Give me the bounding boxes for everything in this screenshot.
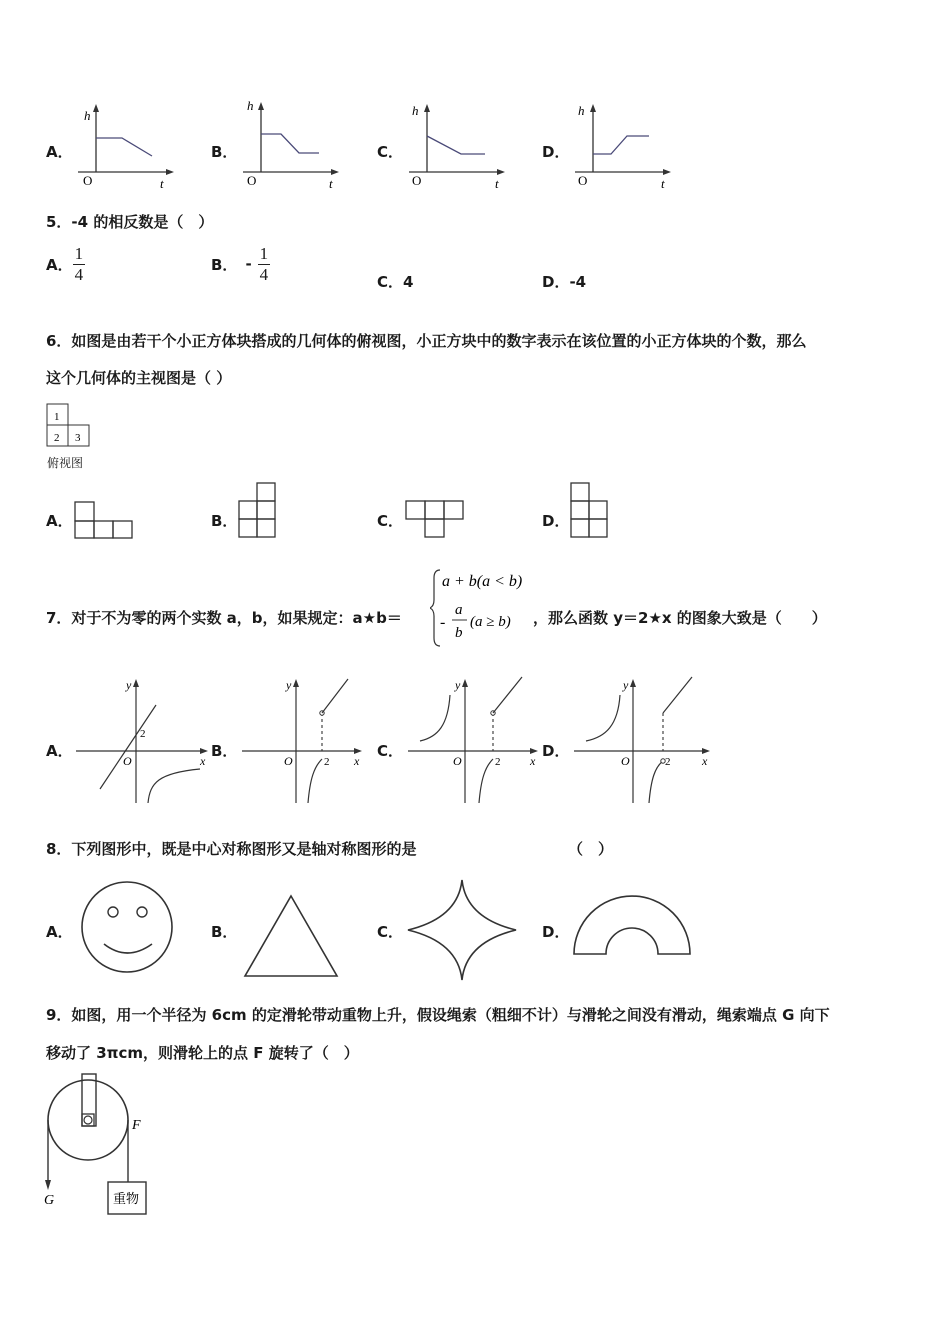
q4-a-h-label: h (84, 108, 91, 123)
q8-option-d-label[interactable]: D． (542, 923, 570, 941)
q9-pulley-diagram (40, 1072, 158, 1222)
q7-graph-d (568, 675, 716, 807)
q7-a-origin: O (123, 754, 132, 768)
q7-a-x-label: x (200, 754, 206, 768)
q7-b-tick: 2 (324, 756, 330, 768)
q4-graph-b (237, 96, 342, 192)
q6-option-b-figure (237, 481, 281, 541)
q7-a-y-label: y (126, 678, 132, 692)
q5-a-denominator: 4 (74, 264, 84, 284)
q7-graph-c (402, 675, 542, 807)
q7-question-prefix: 7．对于不为零的两个实数 a，b，如果规定：a★b＝ (46, 609, 402, 627)
q8-arch-figure (570, 890, 694, 960)
q6-question-line1: 6．如图是由若干个小正方体块搭成的几何体的俯视图，小正方块中的数字表示在该位置的小正方体块的个数，那么 (46, 332, 807, 350)
q5-option-a[interactable] (46, 244, 85, 284)
q6-option-d-figure (569, 481, 613, 541)
q6-option-b-label[interactable]: B． (211, 512, 238, 530)
q6-top-view-num-1: 1 (54, 411, 60, 423)
q4-option-a-label[interactable]: A． (46, 143, 73, 161)
q7-case2-sign: - (440, 614, 446, 631)
q4-d-t-label: t (661, 176, 665, 191)
q7-graph-b (236, 675, 368, 807)
q8-smiley-figure (78, 878, 178, 978)
q4-a-t-label: t (160, 176, 164, 191)
q5-option-a-label: A． (46, 255, 73, 274)
q5-option-b-label: B． (211, 255, 238, 274)
q4-d-origin: O (578, 173, 588, 188)
q6-option-a-figure (72, 500, 136, 542)
q5-option-a-fraction (73, 244, 86, 284)
q8-answer-paren: （ ） (568, 840, 614, 858)
q5-option-b[interactable] (211, 244, 270, 284)
q4-d-h-label: h (578, 103, 585, 118)
q4-b-h-label: h (247, 98, 254, 113)
q7-b-x-label: x (354, 754, 360, 768)
q7-case1: a + b(a < b) (442, 573, 523, 590)
q4-option-d-label[interactable]: D． (542, 143, 570, 161)
q6-top-view-num-2: 2 (54, 432, 60, 444)
q7-option-c-label[interactable]: C． (377, 742, 404, 760)
q9-label-g: G (44, 1193, 55, 1208)
q6-option-c-figure (403, 499, 469, 541)
q7-graph-a (70, 675, 212, 807)
q7-option-d-label[interactable]: D． (542, 742, 570, 760)
q7-piecewise-definition (430, 566, 540, 650)
q5-question: 5．-4 的相反数是（ ） (46, 213, 214, 231)
q6-option-a-label[interactable]: A． (46, 512, 73, 530)
q4-c-h-label: h (412, 103, 419, 118)
q7-b-y-label: y (286, 678, 292, 692)
q8-option-b-label[interactable]: B． (211, 923, 238, 941)
q8-star-figure (404, 878, 520, 982)
q4-c-origin: O (412, 173, 422, 188)
q9-question-line1: 9．如图，用一个半径为 6cm 的定滑轮带动重物上升，假设绳索（粗细不计）与滑轮之间没有滑动，绳索端点 G 向下 (46, 1006, 830, 1024)
q7-d-tick: 2 (665, 756, 671, 768)
q7-option-b-label[interactable]: B． (211, 742, 238, 760)
q4-graph-a (72, 100, 177, 192)
q7-d-y-label: y (623, 678, 629, 692)
q4-option-c-label[interactable]: C． (377, 143, 404, 161)
q4-b-t-label: t (329, 176, 333, 191)
q5-b-numerator: 1 (259, 244, 269, 263)
q5-option-c[interactable]: C．4 (377, 273, 414, 291)
q7-d-x-label: x (702, 754, 708, 768)
q7-a-tick: 2 (140, 728, 146, 740)
q7-question-suffix: ，那么函数 y＝2★x 的图象大致是（ ） (533, 609, 827, 627)
q4-graph-c (403, 98, 508, 192)
q4-graph-d (569, 98, 674, 192)
q6-option-d-label[interactable]: D． (542, 512, 570, 530)
q8-triangle-figure (240, 890, 344, 982)
q7-case2-denominator: b (455, 625, 463, 641)
q7-c-origin: O (453, 754, 462, 768)
q4-b-origin: O (247, 173, 257, 188)
q5-option-b-fraction (258, 244, 271, 284)
q9-weight-label: 重物 (113, 1192, 140, 1207)
q7-d-origin: O (621, 754, 630, 768)
q4-option-b-label[interactable]: B． (211, 143, 238, 161)
q7-case2-condition: (a ≥ b) (470, 614, 511, 630)
q7-c-tick: 2 (495, 756, 501, 768)
q4-a-origin: O (83, 173, 93, 188)
q6-top-view-caption: 俯视图 (47, 456, 84, 470)
q4-c-t-label: t (495, 176, 499, 191)
q8-option-c-label[interactable]: C． (377, 923, 404, 941)
q7-c-y-label: y (455, 678, 461, 692)
q7-c-x-label: x (530, 754, 536, 768)
q7-b-origin: O (284, 754, 293, 768)
q7-option-a-label[interactable]: A． (46, 742, 73, 760)
q5-option-d[interactable]: D．-4 (542, 273, 587, 291)
q8-question: 8．下列图形中，既是中心对称图形又是轴对称图形的是 (46, 840, 417, 858)
q8-option-a-label[interactable]: A． (46, 923, 73, 941)
q6-top-view-num-3: 3 (75, 432, 81, 444)
q9-question-line2: 移动了 3πcm，则滑轮上的点 F 旋转了（ ） (46, 1044, 359, 1062)
q5-a-numerator: 1 (74, 244, 84, 263)
q7-case2-numerator: a (455, 602, 463, 618)
q6-option-c-label[interactable]: C． (377, 512, 404, 530)
q9-label-f: F (132, 1118, 141, 1133)
q6-question-line2: 这个几何体的主视图是（ ） (46, 369, 232, 387)
q5-b-denominator: 4 (259, 264, 269, 284)
q5-b-sign: - (245, 255, 252, 274)
